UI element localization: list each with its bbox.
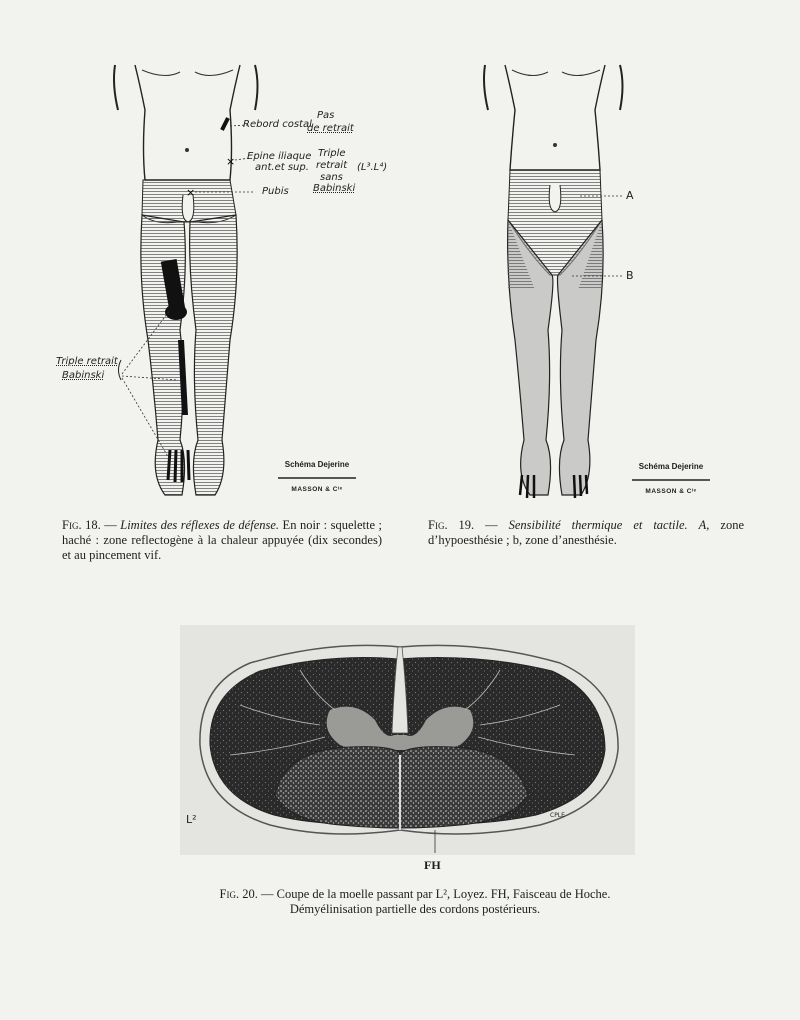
label-rebord-costal: Rebord costal [243,119,312,130]
caption-fig19-text: zone d’hypoesthésie ; b, zone d’anesthésie. [428,518,745,547]
caption-fig19: Fig. 19. — Sensibilité thermique et tactile. A, zone d’hypoesthésie ; b, zone d’anesthésie. [428,518,745,547]
figure-18 [50,40,388,510]
caption-fig19-label: Fig. 19. [428,518,475,532]
label-de-retrait: de retrait [307,123,354,134]
label-pas: Pas [317,110,335,121]
credit-schema-dejerine-18: Schéma Dejerine [284,460,350,469]
figure-19-illustration [460,40,730,510]
label-l2: L² [186,813,197,826]
figure-20 [180,625,635,855]
caption-fig20-line2: Démyélinisation partielle des cordons postérieurs. [289,902,541,916]
label-b: B [626,269,634,282]
label-triple-retrait-left: Triple retrait [56,356,118,367]
label-ant-et-sup: ant.et sup. [255,162,309,173]
caption-fig18-title: Limites des réflexes de défense. [120,518,280,532]
spinal-cord-section [180,625,635,855]
label-a: A [626,189,634,202]
caption-fig19-title: Sensibilité thermique et tactile. [508,518,688,532]
svg-text:×: × [186,186,196,199]
label-babinski-right: Babinski [313,183,356,194]
credit-schema-dejerine-19: Schéma Dejerine [638,462,704,471]
label-sans: sans [320,172,343,183]
label-pubis: Pubis [262,186,289,197]
caption-fig20-label: Fig. 20. [219,887,258,901]
artist-signature: CPLE [550,812,565,819]
svg-text:×: × [226,155,236,168]
label-fh: FH [424,858,441,872]
caption-fig18-text: En noir : squelette ; haché : zone reflectogène à la chaleur appuyée (dix secondes) et au pincement vif. [62,518,382,562]
label-triple-right: Triple [318,148,346,159]
caption-fig20-line1: Coupe de la moelle passant par L², Loyez. FH, Faisceau de Hoche. [276,887,611,901]
publisher-19: MASSON & Cᴵᵉ [645,488,697,495]
publisher-18: MASSON & Cᴵᵉ [291,486,343,493]
figure-19 [460,40,730,510]
label-babinski-left: Babinski [62,370,105,381]
caption-fig20: Fig. 20. — Coupe de la moelle passant par L², Loyez. FH, Faisceau de Hoche. Démyélinisation partielle des cordons postérieurs. [219,887,611,916]
caption-fig19-a: A, [698,518,710,532]
caption-fig18-label: Fig. 18. [62,518,101,532]
caption-fig18: Fig. 18. — Limites des réflexes de défense. En noir : squelette ; haché : zone reflectogène à la chaleur appuyée (dix secondes) et au pincement vif. [62,518,382,562]
label-l-range: (L³.L⁴) [357,162,388,173]
label-retrait-right: retrait [316,160,348,171]
label-epine-iliaque: Epine iliaque [247,151,312,162]
